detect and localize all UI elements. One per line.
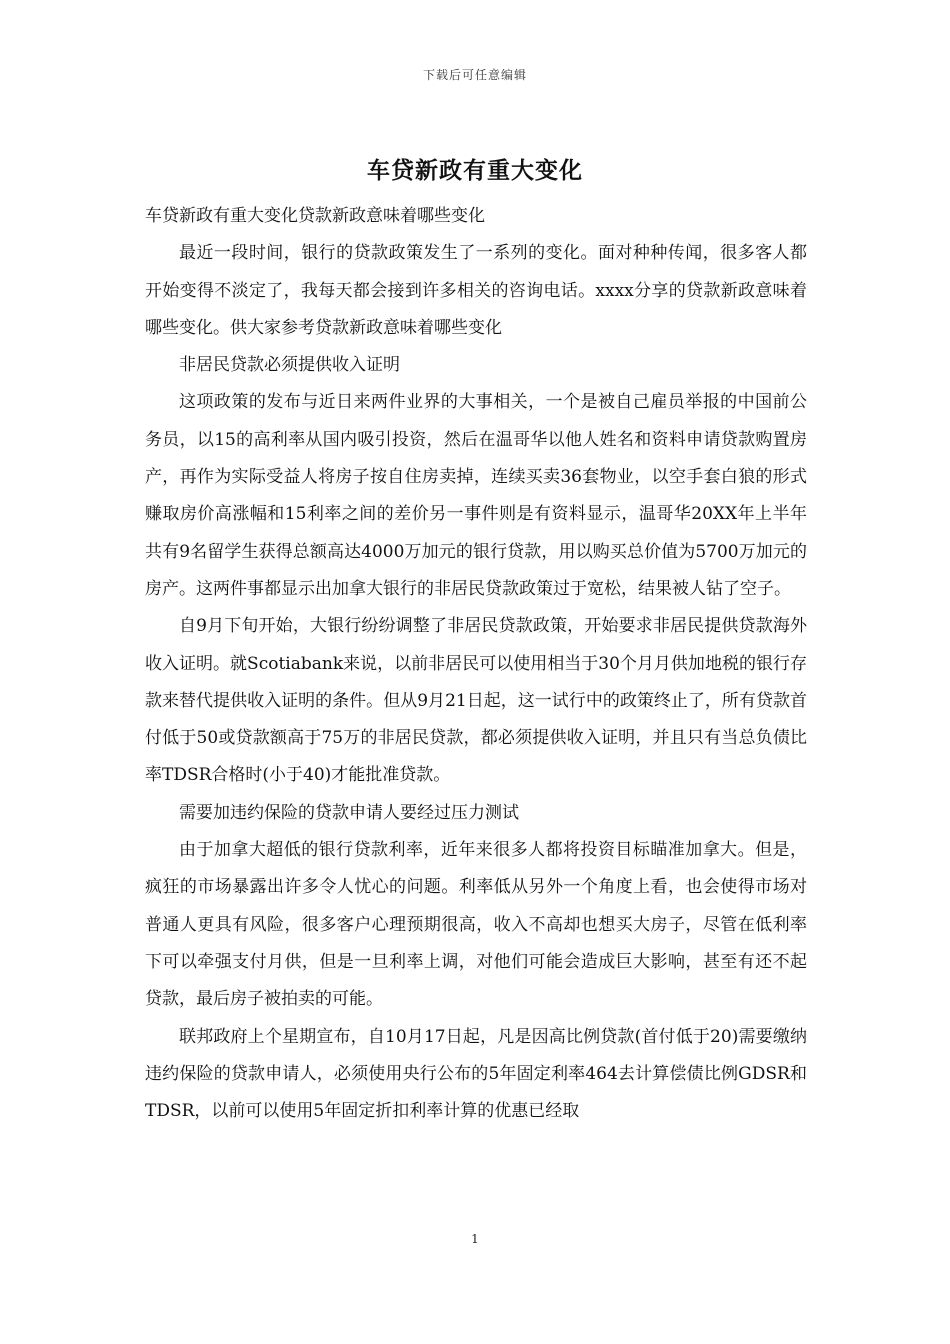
page-header-note: 下载后可任意编辑 (422, 68, 527, 82)
document-body (145, 198, 807, 1130)
section-heading-non-resident: 非居民贷款必须提供收入证明 (179, 355, 400, 376)
paragraph-scotiabank: 自9月下旬开始，大银行纷纷调整了非居民贷款政策，开始要求非居民提供贷款海外收入证明。就Scotiabank来说，以前非居民可以使用相当于30个月月供加地税的银行存款来替代提供收入证明的条件。但从9月21日起，这一试行中的政策终止了，所有贷款首付低于50或贷款额高于75万的非居民贷款，都必须提供收入证明，并且只有当总负债比率TDSR合格时(小于40)才能批准贷款。 (145, 616, 807, 786)
paragraph-subtitle: 车贷新政有重大变化贷款新政意味着哪些变化 (145, 206, 485, 226)
section-heading-stress-test: 需要加违约保险的贷款申请人要经过压力测试 (179, 802, 519, 823)
paragraph-intro: 最近一段时间，银行的贷款政策发生了一系列的变化。面对种种传闻，很多客人都开始变得不淡定了，我每天都会接到许多相关的咨询电话。xxxx分享的贷款新政意味着哪些变化。供大家参考贷款新政意味着哪些变化 (145, 243, 807, 338)
paragraph-background: 这项政策的发布与近日来两件业界的大事相关，一个是被自己雇员举报的中国前公务员，以15的高利率从国内吸引投资，然后在温哥华以他人姓名和资料申请贷款购置房产，再作为实际受益人将房子按自住房卖掉，连续买卖36套物业，以空手套白狼的形式赚取房价高涨幅和15利率之间的差价另一事件则是有资料显示，温哥华20XX年上半年共有9名留学生获得总额高达4000万加元的银行贷款，用以购买总价值为5700万加元的房产。这两件事都显示出加拿大银行的非居民贷款政策过于宽松，结果被人钻了空子。 (145, 392, 807, 599)
paragraph-low-rates: 由于加拿大超低的银行贷款利率，近年来很多人都将投资目标瞄准加拿大。但是，疯狂的市场暴露出许多令人忧心的问题。利率低从另外一个角度上看，也会使得市场对普通人更具有风险，很多客户心理预期很高，收入不高却也想买大房子，尽管在低利率下可以牵强支付月供，但是一旦利率上调，对他们可能会造成巨大影响，甚至有还不起贷款，最后房子被拍卖的可能。 (145, 840, 807, 1010)
document-title: 车贷新政有重大变化 (367, 157, 583, 184)
paragraph-federal-announcement: 联邦政府上个星期宣布，自10月17日起，凡是因高比例贷款(首付低于20)需要缴纳违约保险的贷款申请人，必须使用央行公布的5年固定利率464去计算偿债比例GDSR和TDSR，以前可以使用5年固定折扣利率计算的优惠已经取 (145, 1026, 807, 1122)
page-number: 1 (471, 1232, 479, 1246)
